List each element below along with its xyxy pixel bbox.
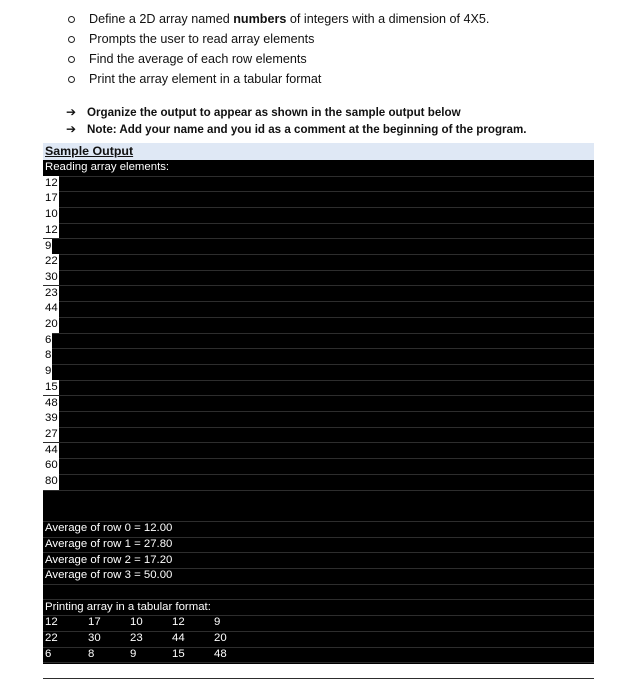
console-input-line-text: 27: [43, 427, 59, 443]
console-input-line-text: 48: [43, 396, 59, 412]
table-cell: 9: [130, 647, 137, 660]
console-input-line-text: 22: [43, 254, 59, 270]
table-cell: 20: [214, 632, 227, 644]
console-table-row: [43, 615, 594, 632]
console-input-line: [43, 458, 594, 475]
console-input-line-text: 17: [43, 191, 59, 207]
console-input-line-text: 8: [43, 348, 52, 364]
instruction-item: [66, 69, 489, 89]
console-input-line: [43, 474, 594, 491]
console-input-line: [43, 380, 594, 397]
table-cell: 39: [45, 663, 58, 676]
right-arrow-icon: ➔: [66, 122, 77, 136]
console-input-line: [43, 348, 594, 365]
console-input-line-text: 15: [43, 380, 59, 396]
right-arrow-icon: ➔: [66, 105, 77, 119]
console-input-line-text: 39: [43, 411, 59, 427]
console-average-line: [43, 521, 594, 538]
instruction-item: [66, 9, 489, 29]
note-text: Organize the output to appear as shown in the sample output below: [87, 106, 461, 119]
console-input-line: [43, 333, 594, 350]
console-reading-label-text: Reading array elements:: [45, 161, 170, 173]
notes-list: [66, 104, 527, 138]
console-input-line: [43, 301, 594, 318]
note-item: [66, 121, 527, 138]
console-input-line-text: 44: [43, 443, 59, 459]
console-table-row: [43, 631, 594, 648]
console-input-line: [43, 364, 594, 381]
console-input-line: [43, 443, 594, 460]
console-table-row: [43, 647, 594, 664]
instruction-text: Print the array element in a tabular format: [89, 72, 322, 86]
console-input-line: [43, 270, 594, 287]
console-input-line-text: 20: [43, 317, 59, 333]
console-average-line: [43, 537, 594, 554]
instruction-item: [66, 29, 489, 49]
instruction-text: Find the average of each row elements: [89, 52, 307, 66]
sample-output-heading: [43, 143, 594, 160]
table-cell: 17: [88, 616, 101, 629]
instruction-text: Prompts the user to read array elements: [89, 32, 315, 46]
console-reading-label: [43, 160, 594, 177]
console-input-line: [43, 427, 594, 444]
console-input-line-text: 12: [43, 223, 59, 239]
console-input-line: [43, 254, 594, 271]
console-input-line-text: 44: [43, 301, 59, 317]
console-input-line-text: 9: [43, 239, 52, 255]
table-cell: 23: [130, 632, 143, 644]
instruction-item: [66, 49, 489, 69]
table-cell: 48: [214, 647, 227, 660]
console-output: [43, 160, 594, 676]
console-input-line: [43, 207, 594, 224]
console-input-line-text: 30: [43, 270, 59, 286]
console-average-line-text: Average of row 1 = 27.80: [45, 537, 173, 550]
circle-bullet-icon: [68, 36, 75, 43]
table-cell: 80: [214, 663, 227, 676]
console-input-line: [43, 191, 594, 208]
instruction-list: [66, 9, 489, 89]
console-input-line-text: 6: [43, 333, 52, 349]
console-average-line: [43, 568, 594, 585]
sample-output-title: Sample Output: [45, 144, 134, 158]
table-cell: 22: [45, 632, 58, 644]
instruction-text: Define a 2D array named numbers of integers with a dimension of 4X5.: [89, 12, 490, 26]
table-cell: 8: [88, 647, 95, 660]
console-input-line-text: 10: [43, 207, 59, 223]
circle-bullet-icon: [68, 16, 75, 23]
console-input-line: [43, 223, 594, 240]
console-average-line-text: Average of row 0 = 12.00: [45, 522, 173, 535]
table-cell: 10: [130, 616, 143, 629]
table-cell: 44: [130, 663, 143, 676]
console-table-label-text: Printing array in a tabular format:: [45, 600, 211, 613]
note-item: [66, 104, 527, 121]
table-cell: 15: [172, 647, 185, 660]
table-cell: 12: [45, 616, 58, 629]
console-average-line-text: Average of row 3 = 50.00: [45, 569, 173, 582]
circle-bullet-icon: [68, 56, 75, 63]
console-blank-line: [43, 505, 594, 522]
console-input-line: [43, 411, 594, 428]
note-text: Note: Add your name and you id as a comment at the beginning of the program.: [87, 123, 527, 136]
console-average-line-text: Average of row 2 = 17.20: [45, 553, 173, 566]
table-cell: 44: [172, 632, 185, 644]
table-cell: 30: [88, 632, 101, 644]
console-blank-line: [43, 584, 594, 601]
console-input-line-text: 23: [43, 286, 59, 302]
console-input-line-text: 9: [43, 364, 52, 380]
console-input-line: [43, 317, 594, 334]
console-table-label: [43, 600, 594, 617]
console-input-line: [43, 176, 594, 193]
console-input-line-text: 80: [43, 474, 59, 490]
console-input-line-text: 60: [43, 458, 59, 474]
console-average-line: [43, 553, 594, 570]
console-table-row: [43, 662, 594, 679]
circle-bullet-icon: [68, 76, 75, 83]
console-input-line: [43, 286, 594, 303]
table-cell: 12: [172, 616, 185, 629]
console-input-line: [43, 396, 594, 413]
table-cell: 9: [214, 616, 221, 629]
table-cell: 60: [172, 663, 185, 676]
table-cell: 27: [88, 663, 101, 676]
console-input-line: [43, 239, 594, 256]
console-input-line-text: 12: [43, 176, 59, 192]
table-cell: 6: [45, 647, 52, 660]
